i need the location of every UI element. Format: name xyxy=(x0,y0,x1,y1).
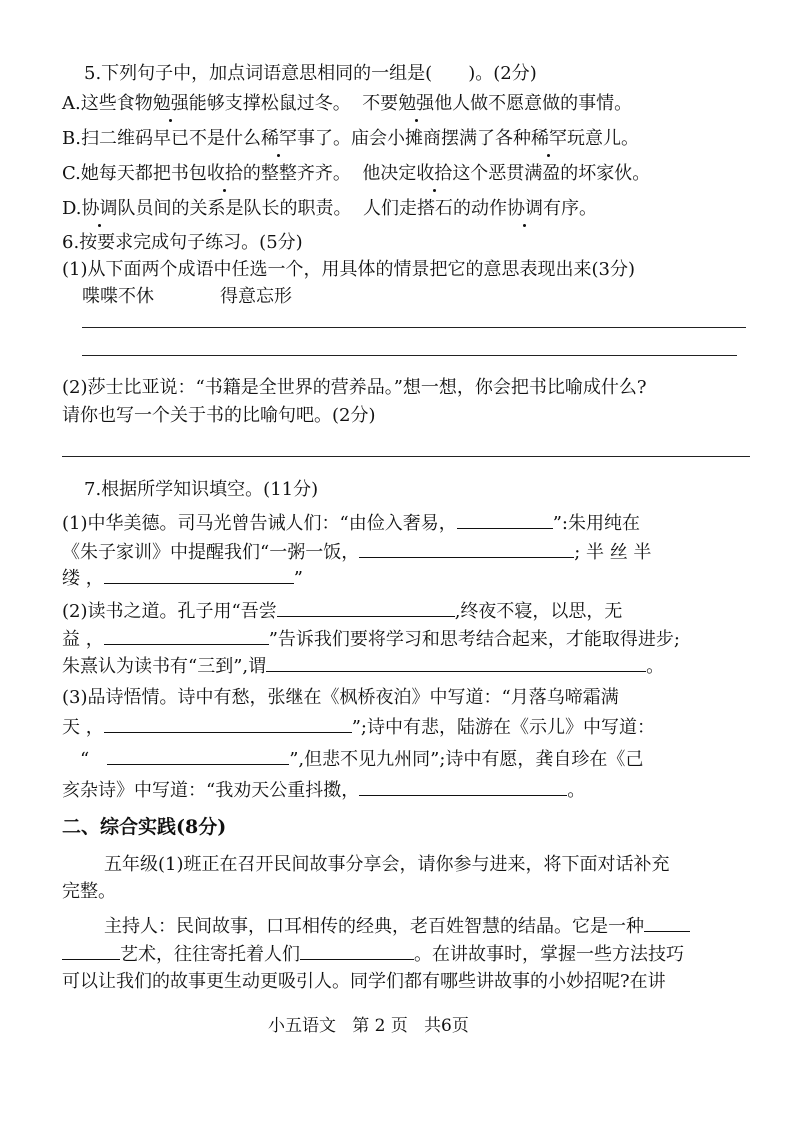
q6-sub1: (1)从下面两个成语中任选一个，用具体的情景把它的意思表现出来(3分) xyxy=(62,259,635,280)
q5-option-a: A.这些食物勉强能够支撑松鼠过冬。 不要勉强他人做不愿意做的事情。 xyxy=(62,93,633,114)
q7-p3-line2: 天 ， ”;诗中有悲，陆游在《示儿》中写道： xyxy=(62,714,655,740)
q6-sub2-line2: 请你也写一个关于书的比喻句吧。(2分) xyxy=(62,405,376,426)
q7-stem: 7.根据所学知识填空。(11分) xyxy=(84,479,319,500)
q7-p2-line3: 朱熹认为读书有“三到”,谓 。 xyxy=(62,653,664,679)
q7-p1-line3: 缕 ， ” xyxy=(62,565,303,591)
q5-option-d: D.协调队员间的关系是队长的职责。 人们走搭石的动作协调有序。 xyxy=(62,198,597,219)
answer-line-3[interactable] xyxy=(62,456,750,457)
host-line2: 艺术，往往寄托着人们 。在讲故事时，掌握一些方法技巧 xyxy=(62,941,684,967)
fill-blank[interactable] xyxy=(107,746,289,765)
section2-intro-line1: 五年级(1)班正在召开民间故事分享会，请你参与进来，将下面对话补充 xyxy=(104,854,670,875)
fill-blank[interactable] xyxy=(104,565,294,584)
fill-blank[interactable] xyxy=(644,913,690,932)
q5-stem: 5.下列句子中，加点词语意思相同的一组是( )。(2分) xyxy=(84,63,537,84)
fill-blank[interactable] xyxy=(266,653,646,672)
q7-p1-line1: (1)中华美德。司马光曾告诫人们：“由俭入奢易， ”:朱用纯在 xyxy=(62,510,640,536)
host-line1: 主持人：民间故事，口耳相传的经典，老百姓智慧的结晶。它是一种 xyxy=(104,913,690,939)
q7-p1-line2: 《朱子家训》中提醒我们“一粥一饭， ; 半 丝 半 xyxy=(62,539,651,565)
answer-line-1[interactable] xyxy=(82,327,746,328)
section-heading: 二、综合实践(8分) xyxy=(62,816,227,838)
q5-option-c: C.她每天都把书包收拾的整整齐齐。 他决定收拾这个恶贯满盈的坏家伙。 xyxy=(62,163,651,184)
q7-p3-line3: “ ”,但悲不见九州同”;诗中有愿，龚自珍在《己 xyxy=(80,746,643,772)
host-line3: 可以让我们的故事更生动更吸引人。同学们都有哪些讲故事的小妙招呢?在讲 xyxy=(62,971,666,992)
q6-sub2-line1: (2)莎士比亚说：“书籍是全世界的营养品。”想一想，你会把书比喻成什么? xyxy=(62,377,647,398)
q6-idiom-2: 得意忘形 xyxy=(220,286,292,307)
q5-option-b: B.扫二维码早已不是什么稀罕事了。庙会小摊商摆满了各种稀罕玩意儿。 xyxy=(62,128,639,149)
fill-blank[interactable] xyxy=(104,714,352,733)
fill-blank[interactable] xyxy=(359,777,567,796)
answer-line-2[interactable] xyxy=(82,355,737,356)
fill-blank[interactable] xyxy=(457,510,553,529)
fill-blank[interactable] xyxy=(104,626,269,645)
q6-idiom-1: 喋喋不休 xyxy=(82,286,154,307)
footer-total: 共6页 xyxy=(424,1016,469,1036)
page-footer xyxy=(268,1014,469,1038)
footer-subject: 小五语文 xyxy=(268,1016,336,1036)
fill-blank[interactable] xyxy=(359,539,574,558)
fill-blank[interactable] xyxy=(62,941,120,960)
section2-intro-line2: 完整。 xyxy=(62,881,116,902)
q6-stem: 6.按要求完成句子练习。(5分) xyxy=(62,232,303,253)
q7-p3-line4: 亥杂诗》中写道：“我劝天公重抖擞， 。 xyxy=(62,777,585,803)
footer-page: 第 2 页 xyxy=(352,1016,408,1036)
q7-p3-line1: (3)品诗悟情。诗中有愁，张继在《枫桥夜泊》中写道：“月落乌啼霜满 xyxy=(62,687,619,708)
fill-blank[interactable] xyxy=(277,598,455,617)
q7-p2-line2: 益 ， ”告诉我们要将学习和思考结合起来，才能取得进步; xyxy=(62,626,680,652)
fill-blank[interactable] xyxy=(300,941,414,960)
q7-p2-line1: (2)读书之道。孔子用“吾尝 ,终夜不寝，以思，无 xyxy=(62,598,622,624)
